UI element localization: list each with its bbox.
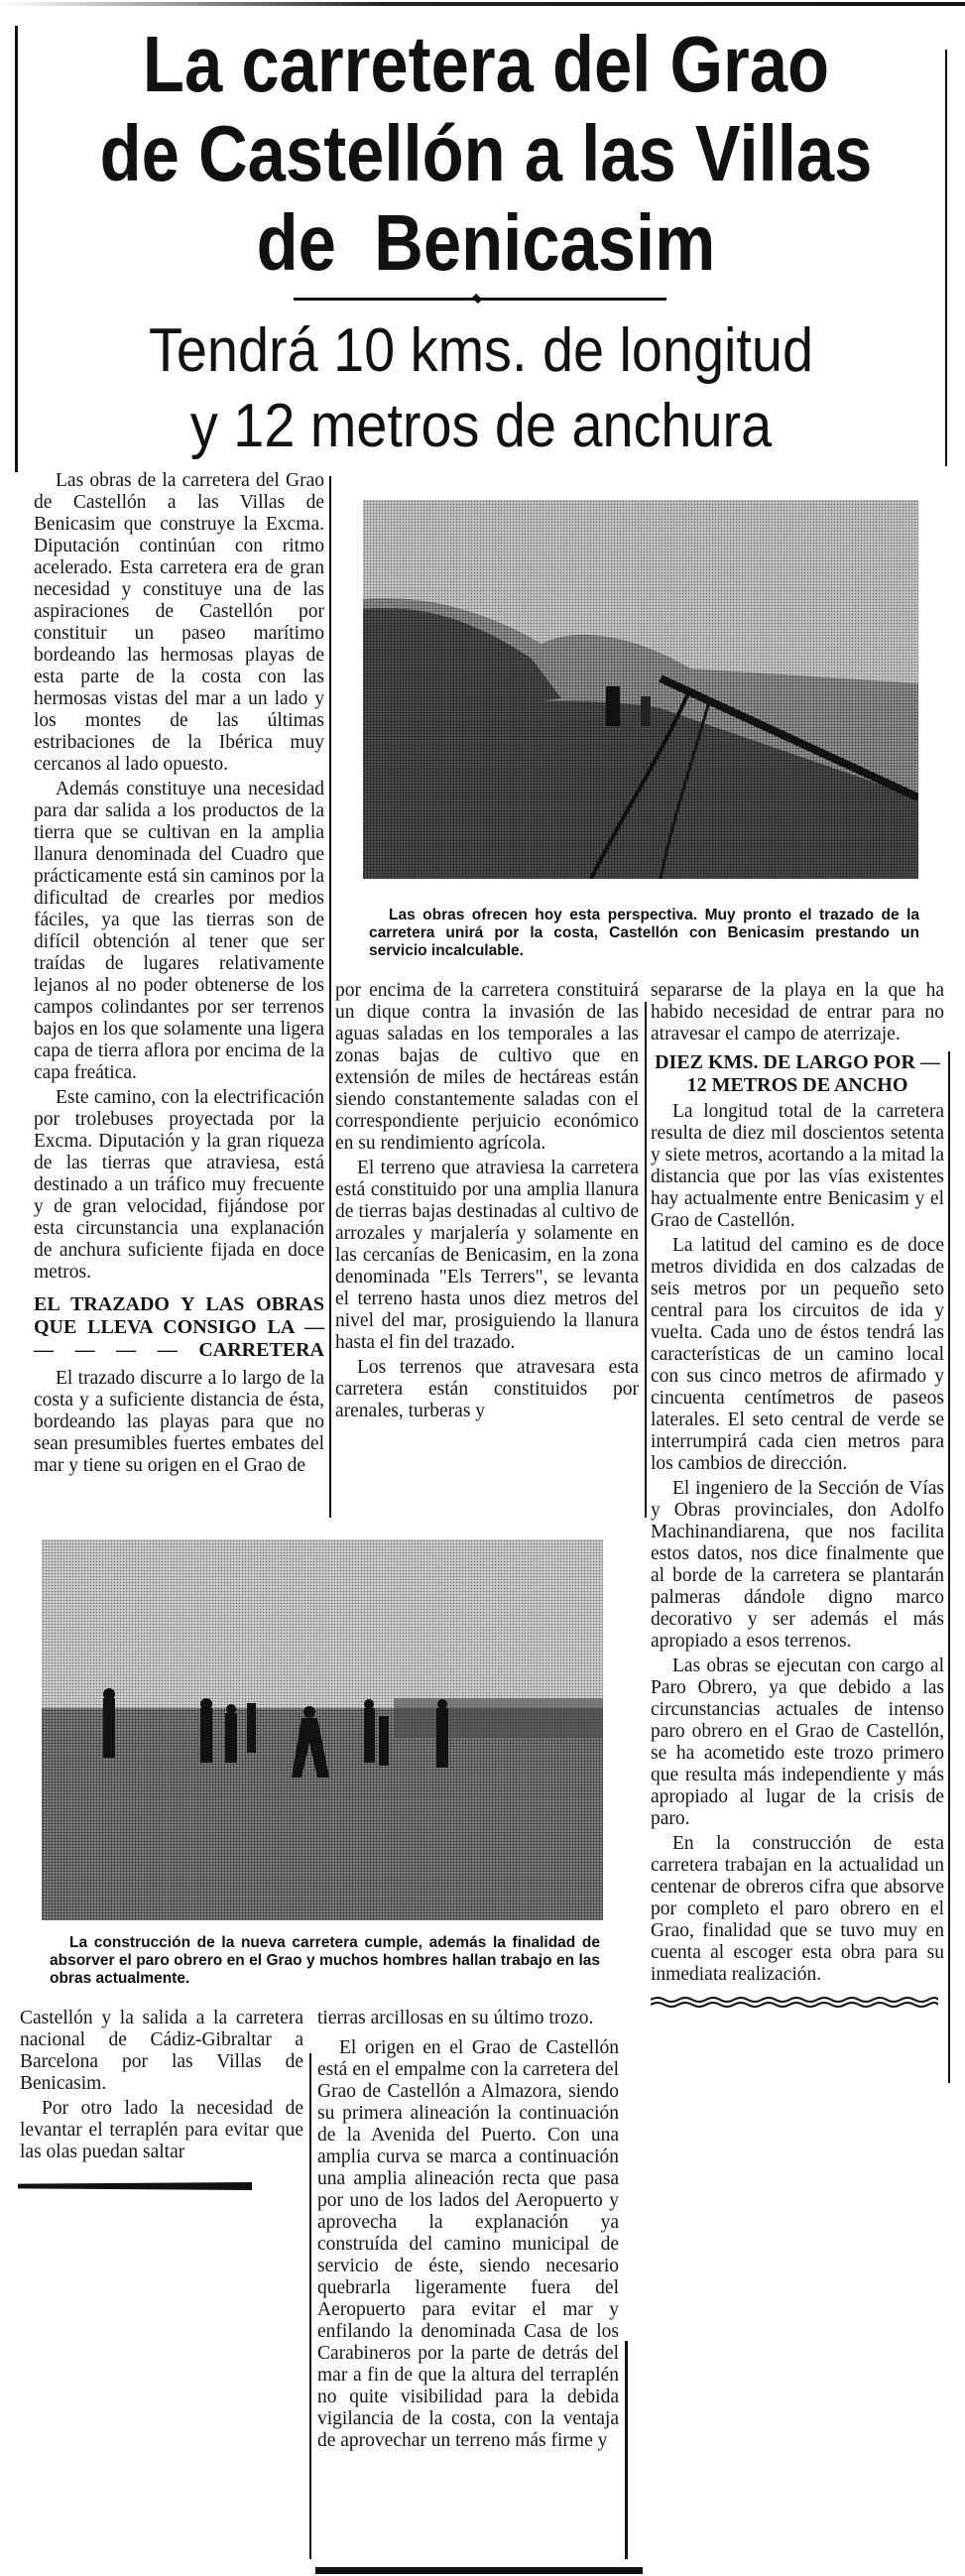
col2b-intro: tierras arcillosas en su último trozo. [317, 2008, 594, 2028]
col2-paragraph-2: El terreno que atraviesa la carretera está constituido por una amplia llanura de tierras bajas destinadas al cultivo de arrozales y marjalería y solamente en las cercanías de Benicasim, en la zona denominada "Els Terrers", se levanta el terreno hasta unos diez metros del nivel del mar, prosiguiendo la llanura hasta el fin del trazado. [335, 1158, 639, 1353]
headline-line-1: La carretera del Grao [142, 20, 830, 108]
left-frame-rule [15, 26, 18, 472]
right-frame-rule [945, 50, 947, 466]
photo-workers-image [42, 1539, 603, 1920]
right-column-rule [948, 1051, 950, 2083]
col2-paragraph-1: por encima de la carretera constituirá un dique contra la invasión de las aguas saladas en los temporales a las zonas bajas de cultivo que en extensión de miles de hectáreas están siendo constantemente saladas con el correspondiente perjuicio económico en su rendimiento agrícola. [335, 980, 639, 1154]
headline-line-2: de Castellón a las Villas [99, 109, 873, 197]
photo1-caption-text: Las obras ofrecen hoy esta perspectiva. Muy pronto el trazado de la carretera unirá por la costa, Castellón con Benicasim prestando un servicio incalculable. [369, 907, 919, 959]
top-rule [0, 2, 965, 6]
column-2-continued [317, 2008, 619, 2452]
divider-ornament-icon [472, 294, 482, 304]
col1-paragraph-3: Este camino, con la electrificación por trolebuses proyectada por la Excma. Diputación y la gran riqueza de las tierras que atraviesa, está destinado a un tráfico muy frecuente y de gran velocidad, fijándose por esta circunstancia una explanación de anchura suficiente fijada en doce metros. [34, 1087, 324, 1283]
col2-paragraph-3: Los terrenos que atravesara esta carretera están constituidos por arenales, turberas y [335, 1357, 639, 1421]
col3-paragraph-3: El ingeniero de la Sección de Vías y Obras provinciales, don Adolfo Machinandiarena, que nos facilita estos datos, nos dice finalmente que al borde de la carretera se plantarán palmeras dándole digno marco decorativo y ser además el más apropiado a esos terrenos. [651, 1478, 944, 1652]
column-rule-1 [329, 476, 331, 1518]
headline-line-3: de Benicasim [256, 198, 716, 287]
photo-workers-caption [50, 1934, 600, 1988]
headline [85, 20, 887, 288]
bottom-rule [315, 2567, 643, 2574]
col3-subhead: DIEZ KMS. DE LARGO POR — 12 METROS DE ANCHO [655, 1051, 940, 1096]
column-rule-bottom [309, 2053, 311, 2559]
column-3 [651, 980, 944, 2008]
col1-paragraph-4: El trazado discurre a lo largo de la costa y a suficiente distancia de ésta, bordeando las playas para que no sean presumibles fuertes embates del mar y tiene su origen en el Grao de [34, 1368, 324, 1476]
photo2-caption-text: La construcción de la nueva carretera cumple, además la finalidad de absorver el paro obrero en el Grao y muchos hombres hallan trabajo en las obras actualmente. [50, 1934, 600, 1987]
col3-paragraph-1: La longitud total de la carretera resulta de diez mil doscientos setenta y siete metros, acortando a la mitad la distancia que por las vías existentes hay actualmente entre Benicasim y el Grao de Castellón. [651, 1101, 944, 1231]
column-1-continued [20, 2008, 303, 2163]
col3-intro: separarse de la playa en la que ha habido necesidad de entrar para no atravesar el campo de aterrizaje. [651, 980, 944, 1044]
column-2 [335, 980, 639, 1530]
end-of-article-wavy-rule [651, 1996, 938, 2008]
col1-paragraph-1: Las obras de la carretera del Grao de Castellón a las Villas de Benicasim que construye la Excma. Diputación continúan con ritmo acelerado. Esta carretera era de gran necesidad y constituye una de las aspiraciones de Castellón por constituir un paseo marítimo bordeando las hermosas playas de esta parte de la costa con las hermosas vistas del mar a un lado y los montes de las últimas estribaciones de la Ibérica muy cercanos al lado opuesto. [34, 470, 324, 775]
col1b-paragraph-1: Castellón y la salida a la carretera nacional de Cádiz-Gibraltar a Barcelona por las Villas de Benicasim. [20, 2008, 303, 2094]
column-end-rule [18, 2182, 252, 2190]
photo-road-perspective-caption [369, 907, 919, 960]
col3-paragraph-5: En la construcción de esta carretera trabajan en la actualidad un centenar de obreros cifra que absorve por completo el paro obrero en el Grao, finalidad que se tuvo muy en cuenta al escoger esta obra para su inmediata realización. [651, 1833, 944, 1985]
column-1 [34, 470, 324, 1530]
col3-paragraph-2: La latitud del camino es de doce metros dividida en dos calzadas de seis metros por un pequeño seto central para los circuitos de ida y vuelta. Cada uno de éstos tendrá las características de un camino local con sus cinco metros de afirmado y cincuenta centímetros de paseos laterales. El seto central de verde se interrumpirá cada cien metros para los cambios de dirección. [651, 1235, 944, 1474]
col3-paragraph-4: Las obras se ejecutan con cargo al Paro Obrero, ya que debido a las circunstancias actuales de intenso paro obrero en el Grao de Castellón, se ha acometido este trozo primero que resulta más independiente y más apropiado al lugar de la crisis de paro. [651, 1656, 944, 1829]
subheadline-line-1: Tendrá 10 kms. de longitud [148, 316, 814, 385]
col2b-paragraph-1: El origen en el Grao de Castellón está en el empalme con la carretera del Grao de Castellón a Almazora, siendo su primera alineación la continuación de la Avenida del Puerto. Con una amplia curva se marca a continuación una amplia alineación recta que pasa por uno de los lados del Aeropuerto y aprovecha la explanación ya construída del camino municipal de servicio de éste, siendo necesario quebrarla ligeramente fuera del Aeropuerto para evitar el mar y enfilando la denominada Casa de los Carabineros por la parte de detrás del mar a fin de que la altura del terraplén no quite visibilidad para la debida vigilancia de la costa, con la ventaja de aprovechar un terreno más firme y [317, 2037, 619, 2451]
col1b-paragraph-2: Por otro lado la necesidad de levantar el terraplén para evitar que las olas puedan saltar [20, 2098, 303, 2162]
col1-subhead: EL TRAZADO Y LAS OBRAS QUE LLEVA CONSIGO LA — — — — — CARRETERA [34, 1293, 324, 1361]
subheadline [58, 313, 905, 464]
photo-workers [42, 1539, 603, 1920]
col1-paragraph-2: Además constituye una necesidad para dar salida a los productos de la tierra que se cultivan en la amplia llanura denominada del Cuadro que prácticamente está sin caminos por la dificultad de crearles por medios fáciles, ya que las tierras son de difícil obtención al tener que ser traídas de lugares relativamente lejanos al no poder obtenerse de los campos colindantes por ser terrenos bajos en los que solamente una ligera capa de tierra aflora por encima de la capa freática. [34, 779, 324, 1083]
photo-road-perspective-image [363, 500, 918, 879]
subheadline-line-2: y 12 metros de anchura [189, 392, 773, 460]
photo-road-perspective [363, 500, 918, 879]
column-rule-2 [645, 1002, 647, 1518]
column-rule-bottom-right [625, 2341, 628, 2559]
